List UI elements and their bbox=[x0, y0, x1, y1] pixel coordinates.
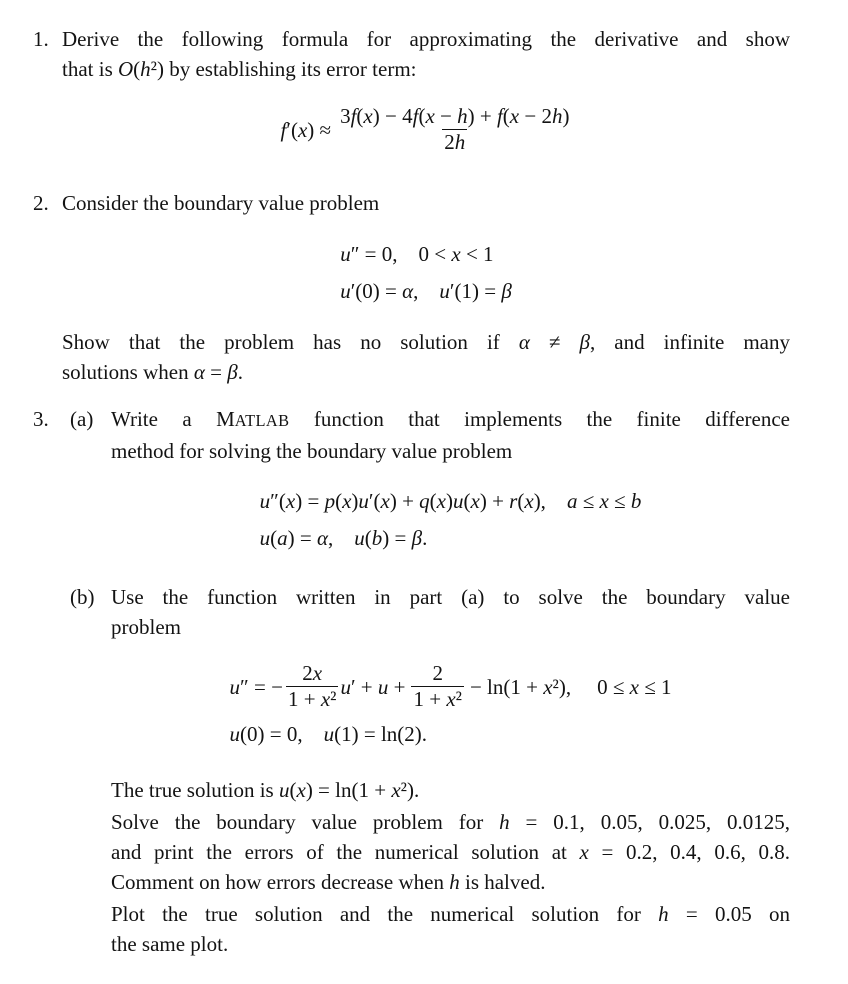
solve-line-1: Solve the boundary value problem for h = 0.1, 0.05, 0.025, 0.0125, bbox=[111, 810, 791, 834]
equation-3b-tail: − ln(1 + x²), bbox=[469, 674, 572, 699]
fraction-numerator: 2x bbox=[302, 661, 323, 685]
problem-2-section bbox=[33, 188, 790, 387]
equation-3a-line-1: u″(x) = p(x)u′(x) + q(x)u(x) + r(x), a ≤ x ≤ b bbox=[259, 489, 642, 513]
problem-1-line-1: Derive the following formula for approximating the derivative and show bbox=[62, 27, 790, 51]
problem-1-line-2: that is O(h²) by establishing its error term: bbox=[62, 57, 417, 81]
problem-3-body bbox=[62, 404, 790, 959]
equation-2-align bbox=[340, 236, 512, 310]
fraction bbox=[338, 104, 571, 155]
fraction-denominator: 1 + x² bbox=[287, 687, 337, 711]
equation-3b-align bbox=[230, 661, 672, 749]
fraction-numerator: 2 bbox=[432, 661, 443, 685]
problem-2-number: 2. bbox=[33, 191, 49, 215]
equation-2-line-2: u′(0) = α, u′(1) = β bbox=[340, 279, 512, 303]
equation-3a-line-2: u(a) = α, u(b) = β. bbox=[259, 526, 428, 550]
plot-line-1: Plot the true solution and the numerical solution for h = 0.05 on bbox=[111, 902, 790, 926]
problem-2-outro-line-1: Show that the problem has no solution if α ≠ β, and infinite many bbox=[62, 330, 790, 354]
part-b-label: (b) bbox=[70, 585, 95, 609]
equation-bvp-2 bbox=[62, 236, 790, 310]
equation-3b-lhs: u″ = − bbox=[229, 674, 283, 699]
paragraph-plot-instructions bbox=[111, 899, 790, 959]
equation-2-line-1: u″ = 0, 0 < x < 1 bbox=[340, 242, 494, 266]
problem-2-outro-line-2: solutions when α = β. bbox=[62, 360, 243, 384]
part-a-body bbox=[111, 404, 790, 582]
equation-bvp-general bbox=[111, 483, 790, 557]
equation-1-row bbox=[281, 104, 572, 155]
equation-3a-align bbox=[260, 483, 642, 557]
equation-derivative-formula bbox=[62, 104, 790, 155]
part-a-label: (a) bbox=[70, 407, 94, 431]
part-a-line-1: Write a MATLAB function that implements the finite difference bbox=[111, 407, 790, 431]
equation-3b-constraint: 0 ≤ x ≤ 1 bbox=[597, 674, 672, 699]
solve-line-3: Comment on how errors decrease when h is halved. bbox=[111, 870, 546, 894]
equation-3b-row bbox=[230, 661, 672, 712]
problem-2-intro: Consider the boundary value problem bbox=[62, 191, 380, 215]
equation-1-lhs: f′(x) ≈ bbox=[280, 117, 332, 142]
part-b-line-1: Use the function written in part (a) to solve the boundary value bbox=[111, 585, 790, 609]
part-b-section bbox=[62, 582, 790, 959]
paragraph-true-solution bbox=[111, 775, 790, 805]
true-solution-line: The true solution is u(x) = ln(1 + x²). bbox=[111, 778, 420, 802]
equation-3b-boundary-line: u(0) = 0, u(1) = ln(2). bbox=[229, 722, 428, 746]
problem-2-body bbox=[62, 188, 790, 387]
problem-3-section bbox=[33, 404, 790, 959]
fraction-denominator: 2h bbox=[444, 130, 466, 154]
problem-1-number: 1. bbox=[33, 27, 49, 51]
part-b-body bbox=[111, 582, 790, 959]
plot-line-2: the same plot. bbox=[111, 932, 229, 956]
problem-1-body bbox=[62, 24, 790, 188]
paragraph-solve-instructions bbox=[111, 807, 790, 897]
fraction-numerator: 3f(x) − 4f(x − h) + f(x − 2h) bbox=[340, 104, 570, 128]
fraction-denominator: 1 + x² bbox=[413, 687, 462, 711]
part-b-line-2: problem bbox=[111, 615, 181, 639]
part-a-line-2: method for solving the boundary value problem bbox=[111, 439, 513, 463]
solve-line-2: and print the errors of the numerical solution at x = 0.2, 0.4, 0.6, 0.8. bbox=[111, 840, 790, 864]
problem-3-number: 3. bbox=[33, 407, 49, 431]
equation-bvp-specific bbox=[111, 661, 790, 749]
fraction-2-over-1px2 bbox=[411, 661, 463, 712]
fraction-2x-over-1px2 bbox=[286, 661, 338, 712]
problem-1-section bbox=[33, 24, 790, 188]
part-a-section bbox=[62, 404, 790, 582]
equation-3b-mid: u′ + u + bbox=[340, 674, 406, 699]
